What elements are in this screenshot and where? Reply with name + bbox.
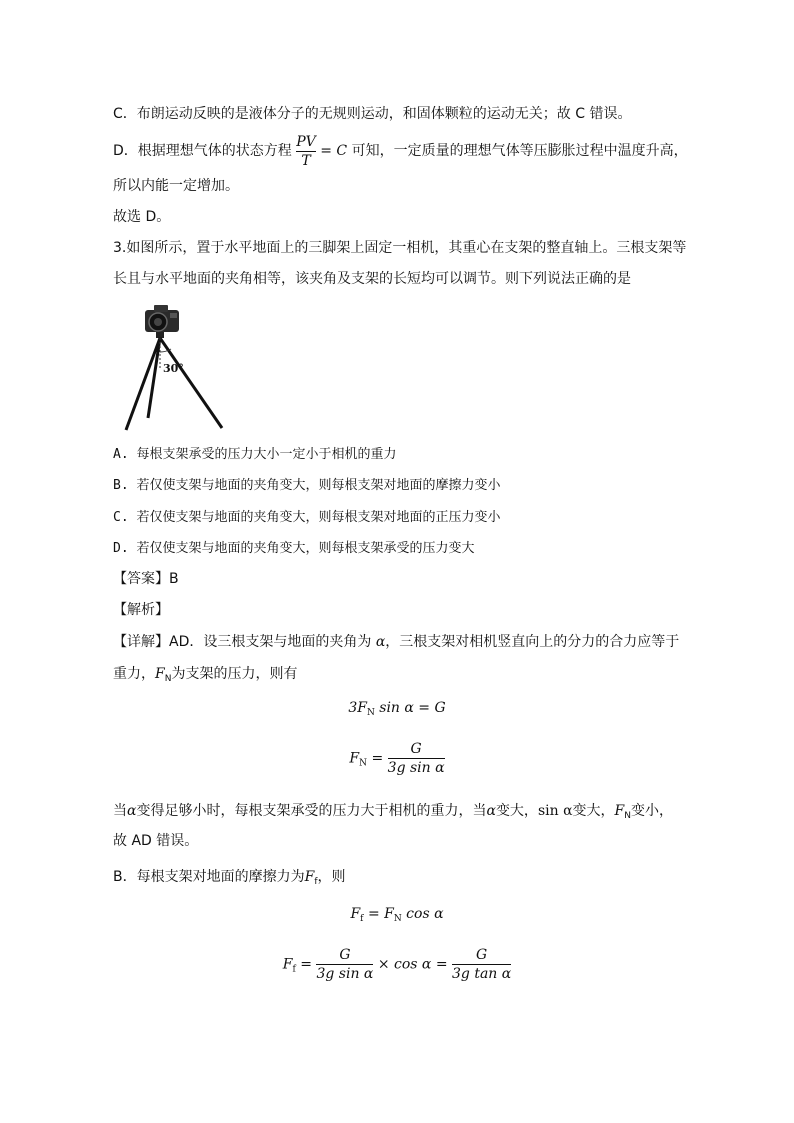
detail-text: B．每根支架对地面的摩擦力为 [113, 869, 305, 885]
answer-label: 【答案】 [113, 571, 169, 587]
equation-4 [0, 946, 794, 983]
detail-text: ，三根支架对相机竖直向上的分力的合力应等于 [385, 634, 680, 650]
fn-symbol: F [614, 803, 625, 819]
eq3-lhs: F [350, 906, 361, 922]
equation-3 [0, 906, 794, 924]
eq4-middle: × cos α = [377, 956, 448, 973]
option-d: D. 若仅使支架与地面的夹角变大，则每根支架承受的压力变大 [113, 541, 475, 556]
answer-line [113, 569, 179, 589]
alpha-symbol: α [127, 803, 137, 819]
fraction-numerator: PV [296, 133, 316, 150]
tripod-camera-figure [118, 300, 233, 435]
detail-text: ，则 [317, 869, 346, 885]
fn-symbol: F [155, 666, 165, 682]
option-c: C. 若仅使支架与地面的夹角变大，则每根支架对地面的正压力变小 [113, 510, 501, 525]
eq4-subscript: f [292, 964, 296, 975]
answer-value: B [169, 571, 179, 587]
eq4-fraction-2 [452, 946, 511, 983]
detail-line-1 [113, 632, 679, 652]
eq3-rhs-subscript: N [393, 914, 402, 924]
detail-text: 变得足够小时，每根支架承受的压力大于相机的重力，当 [136, 803, 487, 819]
ff-symbol: F [304, 869, 315, 885]
analysis-label: 【解析】 [113, 602, 169, 618]
eq1-lhs: 3F [348, 700, 367, 716]
eq4-equals: = [300, 956, 313, 973]
fn-subscript: N [624, 811, 631, 821]
eq2-subscript: N [359, 758, 368, 769]
ff-subscript: f [314, 877, 318, 887]
alpha-symbol: α [375, 634, 386, 650]
alpha-symbol: α [486, 803, 496, 819]
eq3-rest: cos α [401, 906, 444, 922]
eq2-fraction [388, 740, 445, 777]
sin-alpha: sin α [537, 803, 573, 819]
option-d-explanation-cont: 所以内能一定增加。 [113, 178, 239, 194]
eq2-denominator: 3g sin α [387, 760, 445, 776]
detail-label: 【详解】 [113, 634, 169, 650]
question-3-stem-line2: 长且与水平地面的夹角相等，该夹角及支架的长短均可以调节。则下列说法正确的是 [113, 271, 631, 287]
fn-subscript: N [164, 674, 172, 684]
eq3-lhs-subscript: f [360, 914, 364, 924]
d-suffix: 可知，一定质量的理想气体等压膨胀过程中温度升高， [351, 143, 688, 159]
state-equation-fraction [296, 133, 316, 170]
conclusion: 故选 D。 [113, 209, 171, 225]
detail-line-4: 故 AD 错误。 [113, 833, 199, 849]
option-d-explanation [113, 132, 688, 170]
eq3-rhs: = F [363, 906, 394, 922]
angle-label: 30° [163, 362, 184, 375]
detail-line-3 [113, 801, 673, 826]
option-b: B. 若仅使支架与地面的夹角变大，则每根支架对地面的摩擦力变小 [113, 478, 501, 493]
eq4-numerator-1: G [339, 947, 351, 963]
equation-1 [0, 700, 794, 718]
eq2-lhs: F [349, 750, 360, 767]
state-equation-rhs: = C [320, 143, 348, 159]
detail-text: 当 [113, 803, 127, 819]
option-c-explanation: C．布朗运动反映的是液体分子的无规则运动，和固体颗粒的运动无关；故 C 错误。 [113, 106, 632, 122]
detail-text: 变大， [495, 803, 538, 819]
detail-line-5 [113, 867, 346, 892]
eq4-numerator-2: G [476, 947, 488, 963]
eq4-fraction-1 [316, 946, 373, 983]
question-3-stem-line1: 3.如图所示，置于水平地面上的三脚架上固定一相机，其重心在支架的整直轴上。三根支架等 [113, 240, 687, 256]
eq1-rest: sin α = G [374, 700, 446, 716]
detail-line-2 [113, 664, 297, 689]
eq2-equals: = [371, 750, 384, 767]
eq4-lhs: F [282, 956, 293, 973]
eq2-numerator: G [410, 741, 422, 757]
d-prefix: D．根据理想气体的状态方程 [113, 143, 292, 159]
fraction-denominator: T [296, 151, 316, 170]
detail-text: 为支架的压力，则有 [171, 666, 298, 682]
camera-icon [145, 305, 179, 332]
detail-text: 变大， [572, 803, 615, 819]
eq4-denominator-2: 3g tan α [452, 966, 512, 982]
detail-text: 重力， [113, 666, 155, 682]
eq1-subscript: N [366, 708, 375, 718]
option-a: A. 每根支架承受的压力大小一定小于相机的重力 [113, 447, 397, 462]
detail-text: 变小， [630, 803, 673, 819]
eq4-denominator-1: 3g sin α [316, 966, 374, 982]
equation-2 [0, 740, 794, 777]
detail-text: AD．设三根支架与地面的夹角为 [169, 634, 376, 650]
